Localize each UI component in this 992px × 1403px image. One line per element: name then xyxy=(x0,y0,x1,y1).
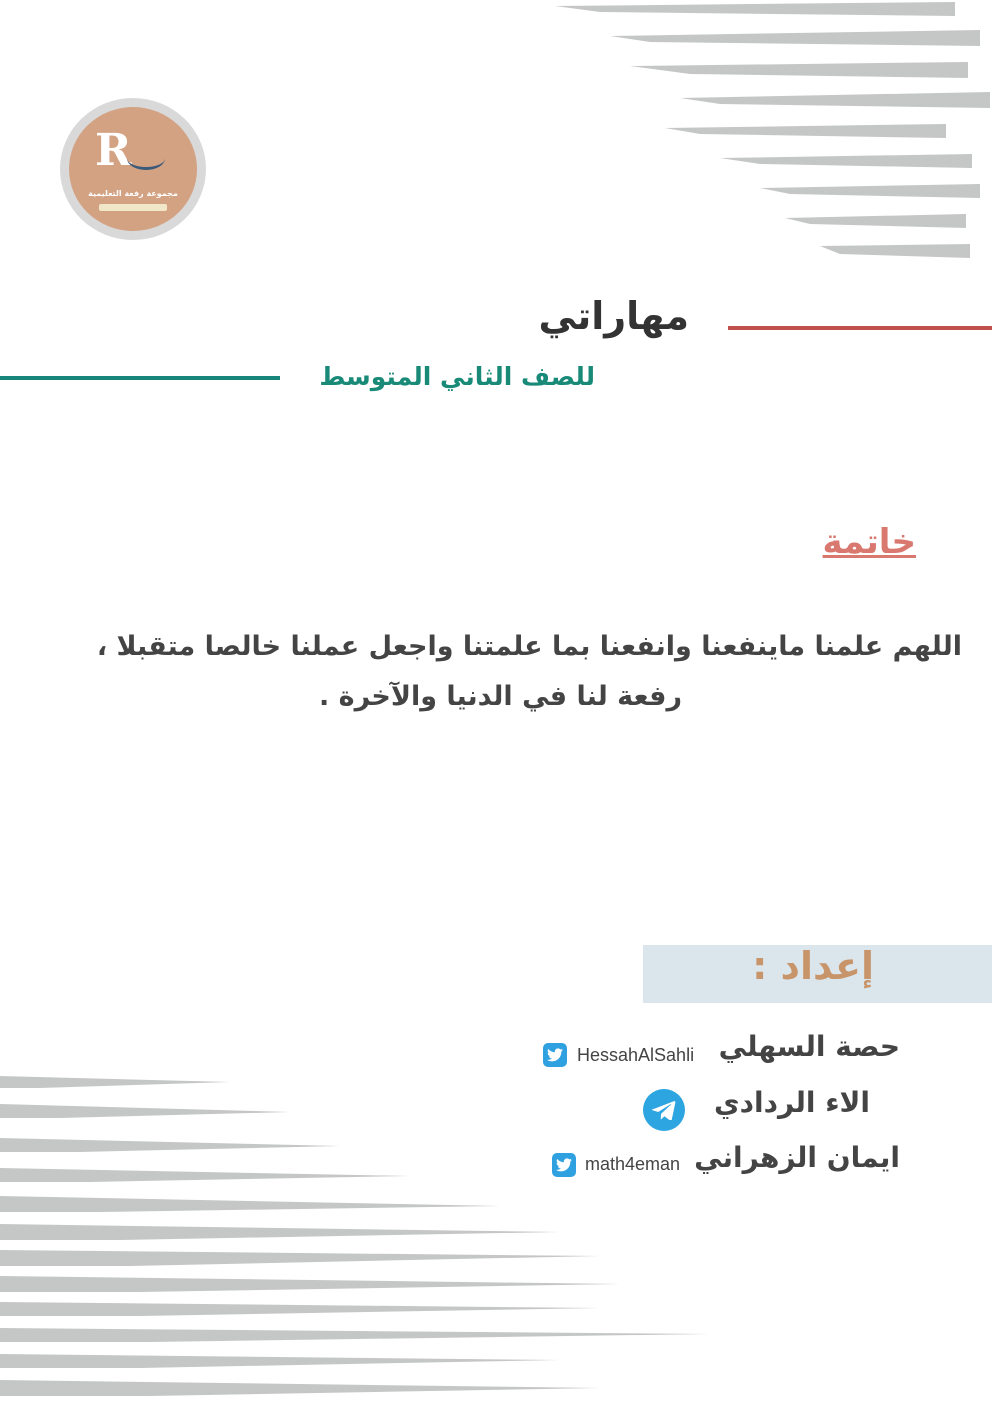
book-icon xyxy=(127,147,165,170)
page-title: مهاراتي xyxy=(538,294,689,338)
logo-letter: R xyxy=(95,125,132,176)
section-heading: خاتمة xyxy=(822,522,916,562)
twitter-icon[interactable] xyxy=(543,1043,567,1067)
logo-badge xyxy=(69,107,197,231)
author-name: الاء الردادي xyxy=(713,1086,870,1119)
conclusion-line-1: اللهم علمنا ماينفعنا وانفعنا بما علمتنا واجعل عملنا خالصا متقبلا ، xyxy=(96,631,962,662)
author-name: ايمان الزهراني xyxy=(694,1141,900,1174)
twitter-icon[interactable] xyxy=(552,1153,576,1177)
school-logo xyxy=(60,98,206,240)
title-divider xyxy=(728,326,992,330)
logo-banner xyxy=(99,204,167,211)
author-name: حصة السهلي xyxy=(718,1030,900,1063)
prepared-by-label: إعداد : xyxy=(752,944,874,988)
telegram-icon[interactable] xyxy=(643,1089,685,1131)
conclusion-text xyxy=(32,622,962,722)
logo-caption: مجموعة رفعة التعليمية xyxy=(88,189,178,198)
page-subtitle: للصف الثاني المتوسط xyxy=(319,362,595,391)
author-handle[interactable]: math4eman xyxy=(585,1154,681,1174)
conclusion-line-2: رفعة لنا في الدنيا والآخرة . xyxy=(318,681,682,712)
subtitle-divider xyxy=(0,376,280,380)
author-handle[interactable]: HessahAlSahli xyxy=(577,1045,695,1065)
